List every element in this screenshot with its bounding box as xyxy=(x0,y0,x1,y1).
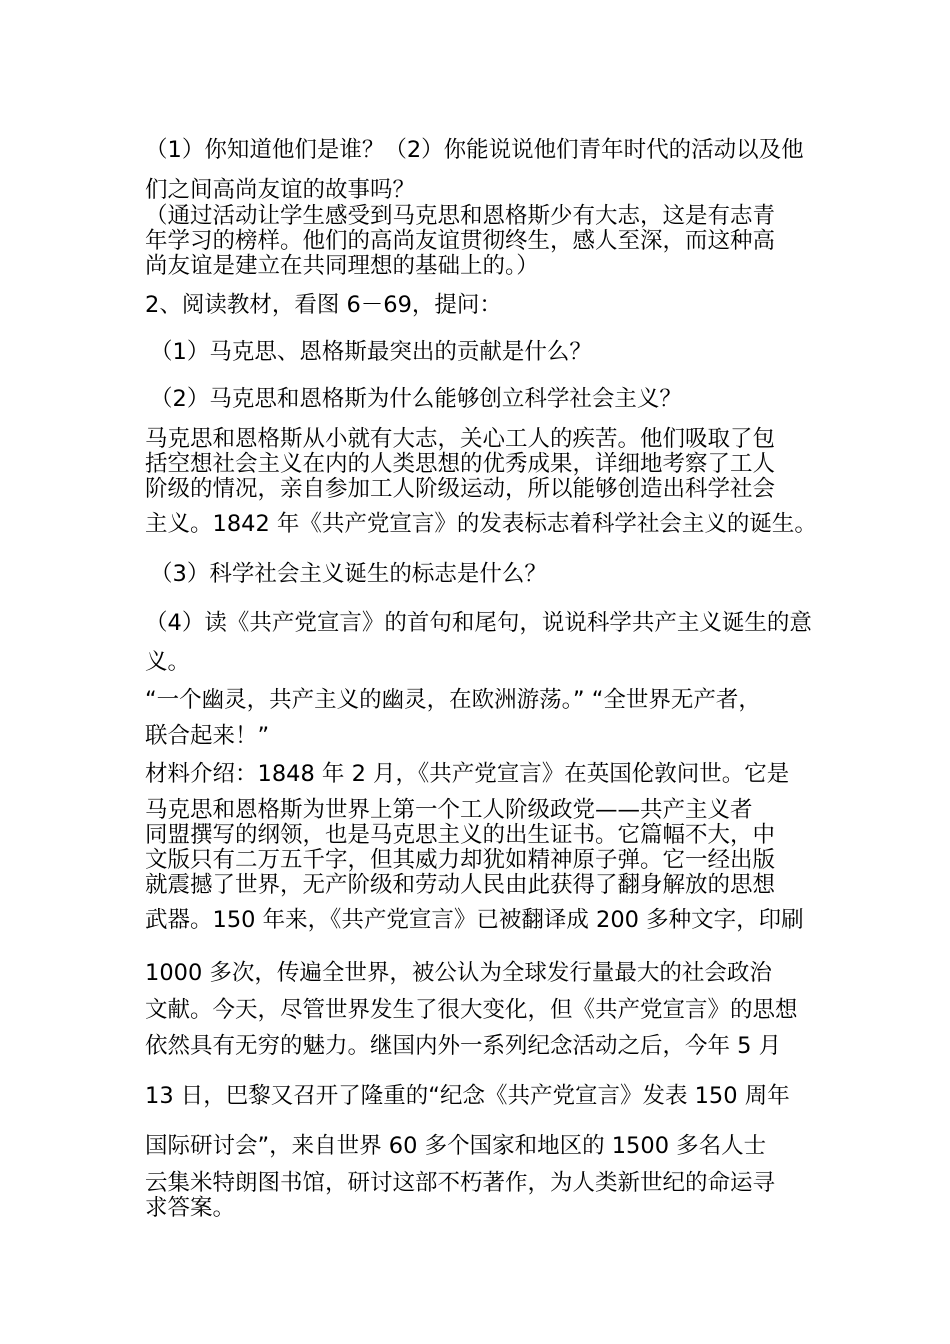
material-line-12: 云集米特朗图书馆，研讨这部不朽著作，为人类新世纪的命运寻 xyxy=(145,1170,776,1196)
quote-line-1: “一个幽灵，共产主义的幽灵，在欧洲游荡。” “全世界无产者， xyxy=(145,687,761,713)
note-line-3: 尚友谊是建立在共同理想的基础上的。） xyxy=(145,253,539,279)
material-line-10: 13 日，巴黎又召开了隆重的“纪念《共产党宣言》发表 150 周年 xyxy=(145,1083,790,1109)
question-2-4-line-1: （4）读《共产党宣言》的首句和尾句，说说科学共产主义诞生的意 xyxy=(145,610,812,636)
answer-line-4: 主义。1842 年《共产党宣言》的发表标志着科学社会主义的诞生。 xyxy=(145,511,817,537)
question-1-line-2: 们之间高尚友谊的故事吗？ xyxy=(145,177,416,203)
answer-line-3: 阶级的情况，亲自参加工人阶级运动，所以能够创造出科学社会 xyxy=(145,476,776,502)
note-line-2: 年学习的榜样。他们的高尚友谊贯彻终生，感人至深，而这种高 xyxy=(145,228,776,254)
material-line-6: 武器。150 年来，《共产党宣言》已被翻译成 200 多种文字，印刷 xyxy=(145,907,804,933)
material-line-5: 就震撼了世界，无产阶级和劳动人民由此获得了翻身解放的思想 xyxy=(145,872,776,898)
note-line-1: （通过活动让学生感受到马克思和恩格斯少有大志，这是有志青 xyxy=(145,203,776,229)
answer-line-1: 马克思和恩格斯从小就有大志，关心工人的疾苦。他们吸取了包 xyxy=(145,426,776,452)
material-line-11: 国际研讨会”，来自世界 60 多个国家和地区的 1500 多名人士 xyxy=(145,1133,767,1159)
material-line-2: 马克思和恩格斯为世界上第一个工人阶级政党——共产主义者 xyxy=(145,797,753,823)
material-line-8: 文献。今天，尽管世界发生了很大变化，但《共产党宣言》的思想 xyxy=(145,997,798,1023)
question-2-4-line-2: 义。 xyxy=(145,649,191,675)
section-2-heading: 2、阅读教材，看图 6－69，提问： xyxy=(145,292,502,318)
material-line-13: 求答案。 xyxy=(145,1195,236,1221)
material-line-7: 1000 多次，传遍全世界，被公认为全球发行量最大的社会政治 xyxy=(145,960,772,986)
material-line-9: 依然具有无穷的魅力。继国内外一系列纪念活动之后，今年 5 月 xyxy=(145,1033,782,1059)
quote-line-2: 联合起来！” xyxy=(145,723,270,749)
answer-line-2: 括空想社会主义在内的人类思想的优秀成果，详细地考察了工人 xyxy=(145,451,776,477)
question-2-3: （3）科学社会主义诞生的标志是什么？ xyxy=(150,561,547,587)
question-1-line-1: （1）你知道他们是谁？（2）你能说说他们青年时代的活动以及他 xyxy=(145,137,804,163)
question-2-2: （2）马克思和恩格斯为什么能够创立科学社会主义？ xyxy=(150,386,682,412)
material-line-3: 同盟撰写的纲领，也是马克思主义的出生证书。它篇幅不大，中 xyxy=(145,822,776,848)
question-2-1: （1）马克思、恩格斯最突出的贡献是什么？ xyxy=(150,339,592,365)
material-line-1: 材料介绍：1848 年 2 月，《共产党宣言》在英国伦敦问世。它是 xyxy=(145,761,790,787)
material-line-4: 文版只有二万五千字，但其威力却犹如精神原子弹。它一经出版 xyxy=(145,847,776,873)
